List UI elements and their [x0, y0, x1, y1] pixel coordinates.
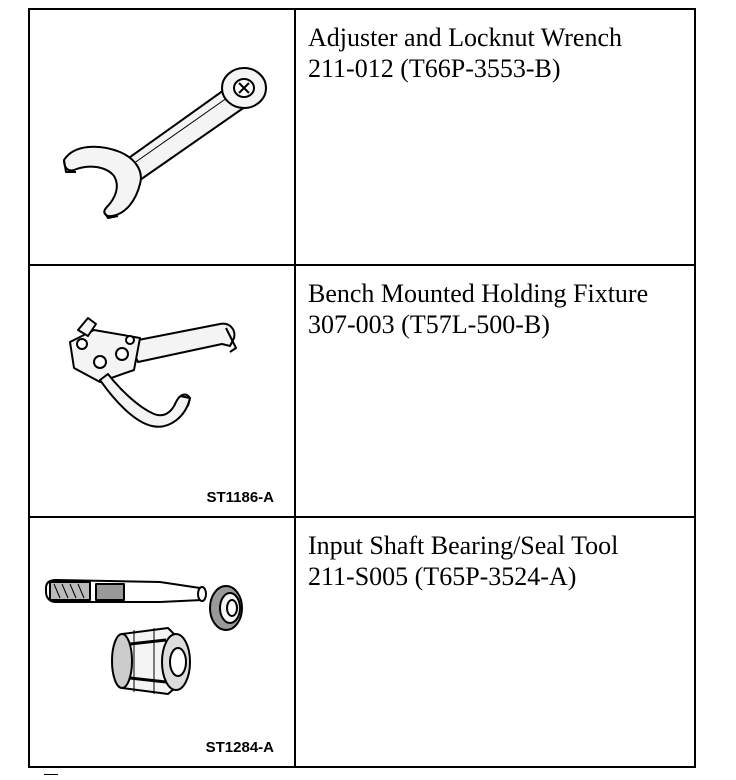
tool-image-cell [30, 266, 296, 518]
wrench-icon [30, 10, 294, 264]
tool-description-cell [296, 266, 694, 518]
tool-description-cell [296, 10, 694, 266]
tool-number: 307-003 (T57L-500-B) [308, 310, 550, 339]
tool-description-cell [296, 518, 694, 766]
figure-code: ST1284-A [205, 739, 274, 756]
bearing-seal-tool-icon [30, 518, 294, 766]
tool-number: 211-012 (T66P-3553-B) [308, 54, 561, 83]
holding-fixture-icon [30, 266, 294, 516]
tool-image-cell [30, 518, 296, 766]
special-tools-table [28, 8, 696, 768]
tool-name: Adjuster and Locknut Wrench [308, 23, 622, 52]
tool-image-cell [30, 10, 296, 266]
tool-name: Bench Mounted Holding Fixture [308, 279, 649, 308]
tool-number: 211-S005 (T65P-3524-A) [308, 562, 577, 591]
tool-name: Input Shaft Bearing/Seal Tool [308, 531, 619, 560]
page-mark [44, 774, 58, 775]
figure-code: ST1186-A [206, 489, 274, 506]
